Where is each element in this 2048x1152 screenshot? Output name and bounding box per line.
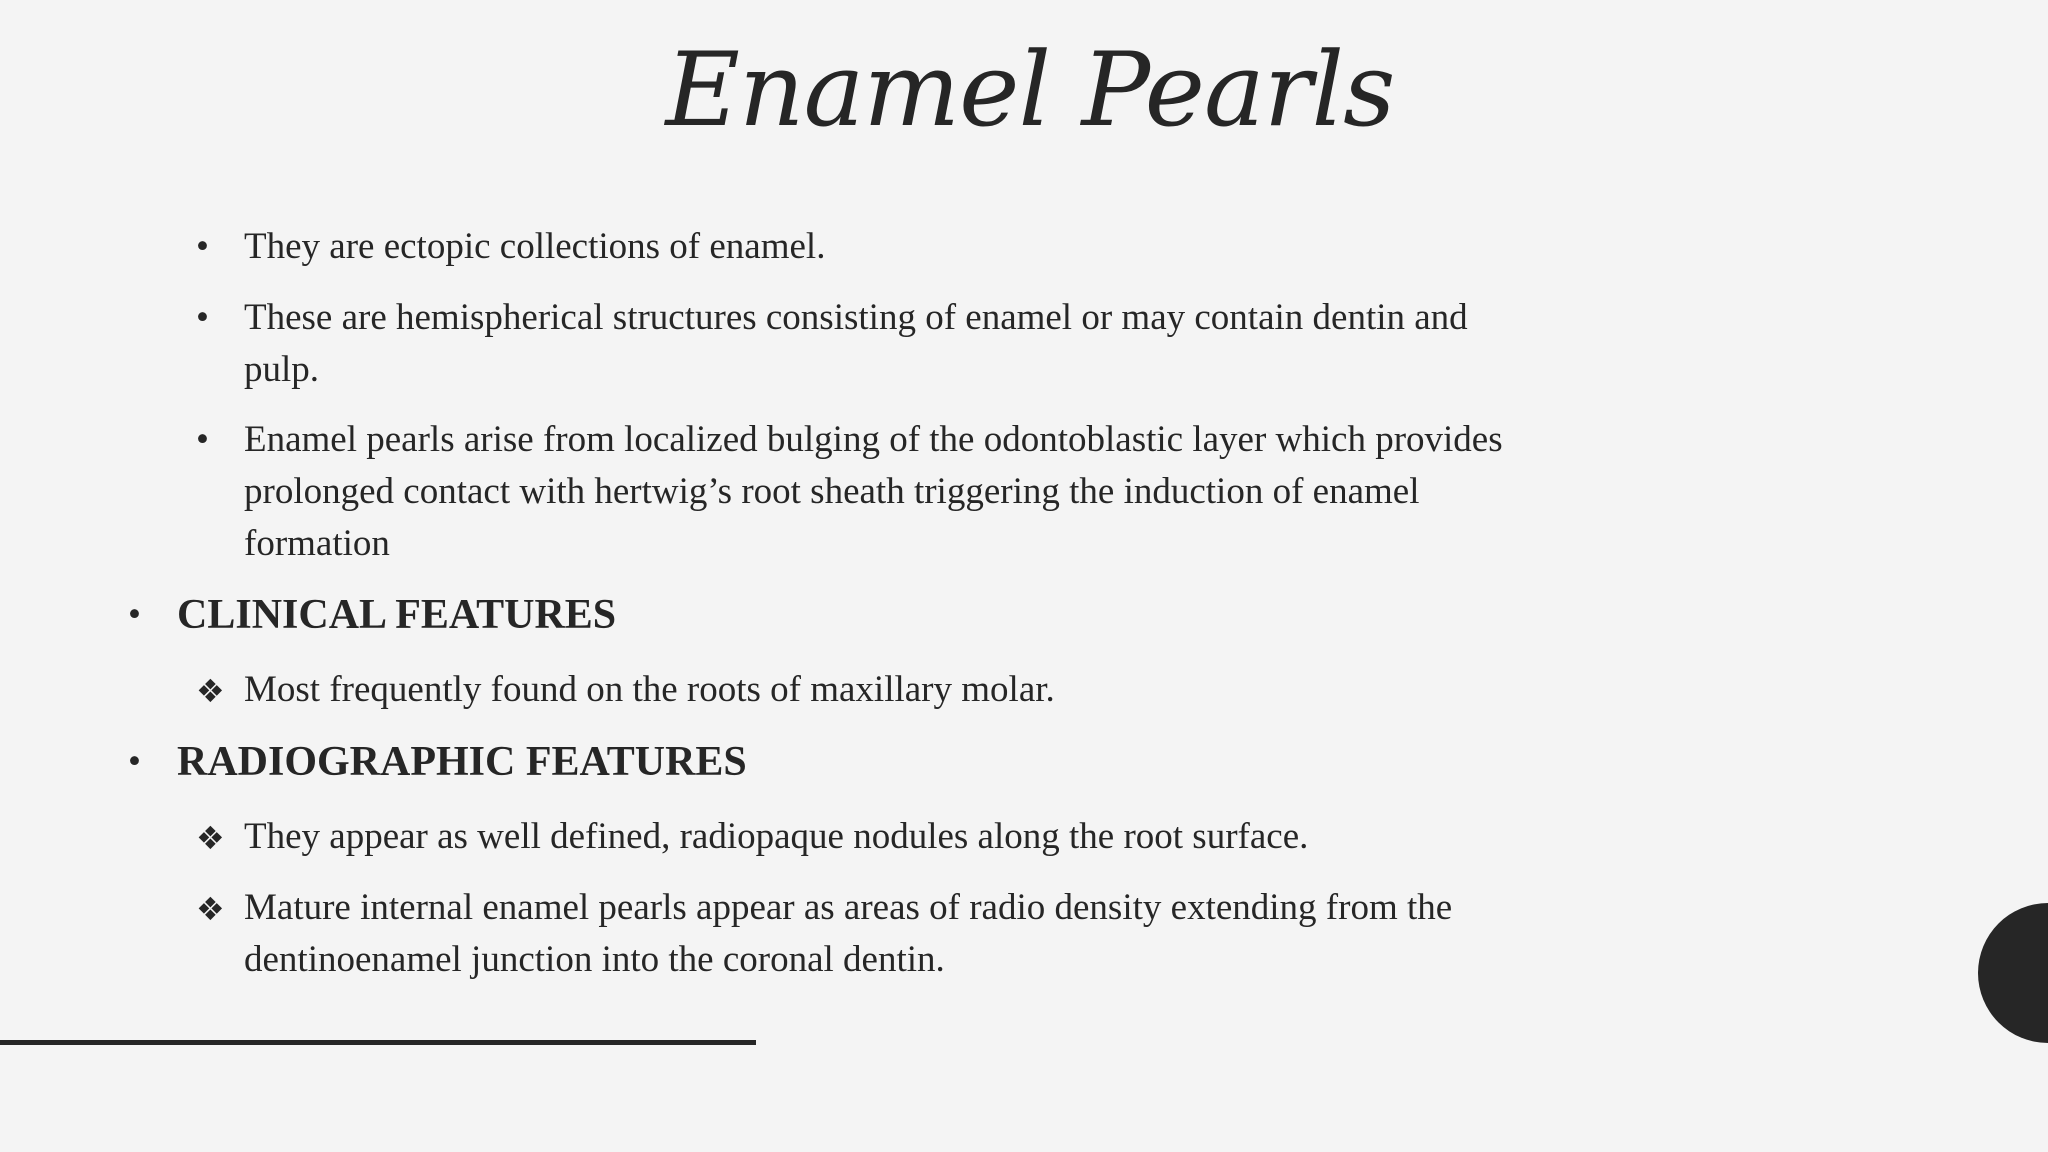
- sub-point-text: They appear as well defined, radiopaque nodules along the root surface.: [244, 816, 1309, 857]
- section-heading-text: CLINICAL FEATURES: [177, 592, 617, 638]
- decorative-circle: [1978, 903, 2048, 1043]
- bottom-divider: [0, 1040, 756, 1045]
- bullet-marker: •: [196, 419, 209, 460]
- diamond-bullet-icon: ❖: [196, 890, 225, 928]
- bullet-marker: •: [128, 594, 141, 635]
- sub-point-text: Most frequently found on the roots of maxillary molar.: [244, 669, 1055, 710]
- bullet-text: Enamel pearls arise from localized bulging of the odontoblastic layer which provides prolonged contact with hertwig’s root sheath triggering the induction of enamel formation: [244, 419, 1503, 564]
- bullet-text: These are hemispherical structures consisting of enamel or may contain dentin and pulp.: [244, 297, 1468, 390]
- bullet-text: They are ectopic collections of enamel.: [244, 226, 826, 267]
- diamond-bullet-icon: ❖: [196, 672, 225, 710]
- diamond-bullet-icon: ❖: [196, 819, 225, 857]
- bullet-marker: •: [196, 297, 209, 338]
- slide-title: Enamel Pearls: [665, 31, 1395, 150]
- bullet-marker: •: [128, 741, 141, 782]
- section-heading-text: RADIOGRAPHIC FEATURES: [177, 739, 747, 785]
- bullet-marker: •: [196, 226, 209, 267]
- sub-point-text: Mature internal enamel pearls appear as areas of radio density extending from the dentinoenamel junction into the coronal dentin.: [244, 887, 1453, 980]
